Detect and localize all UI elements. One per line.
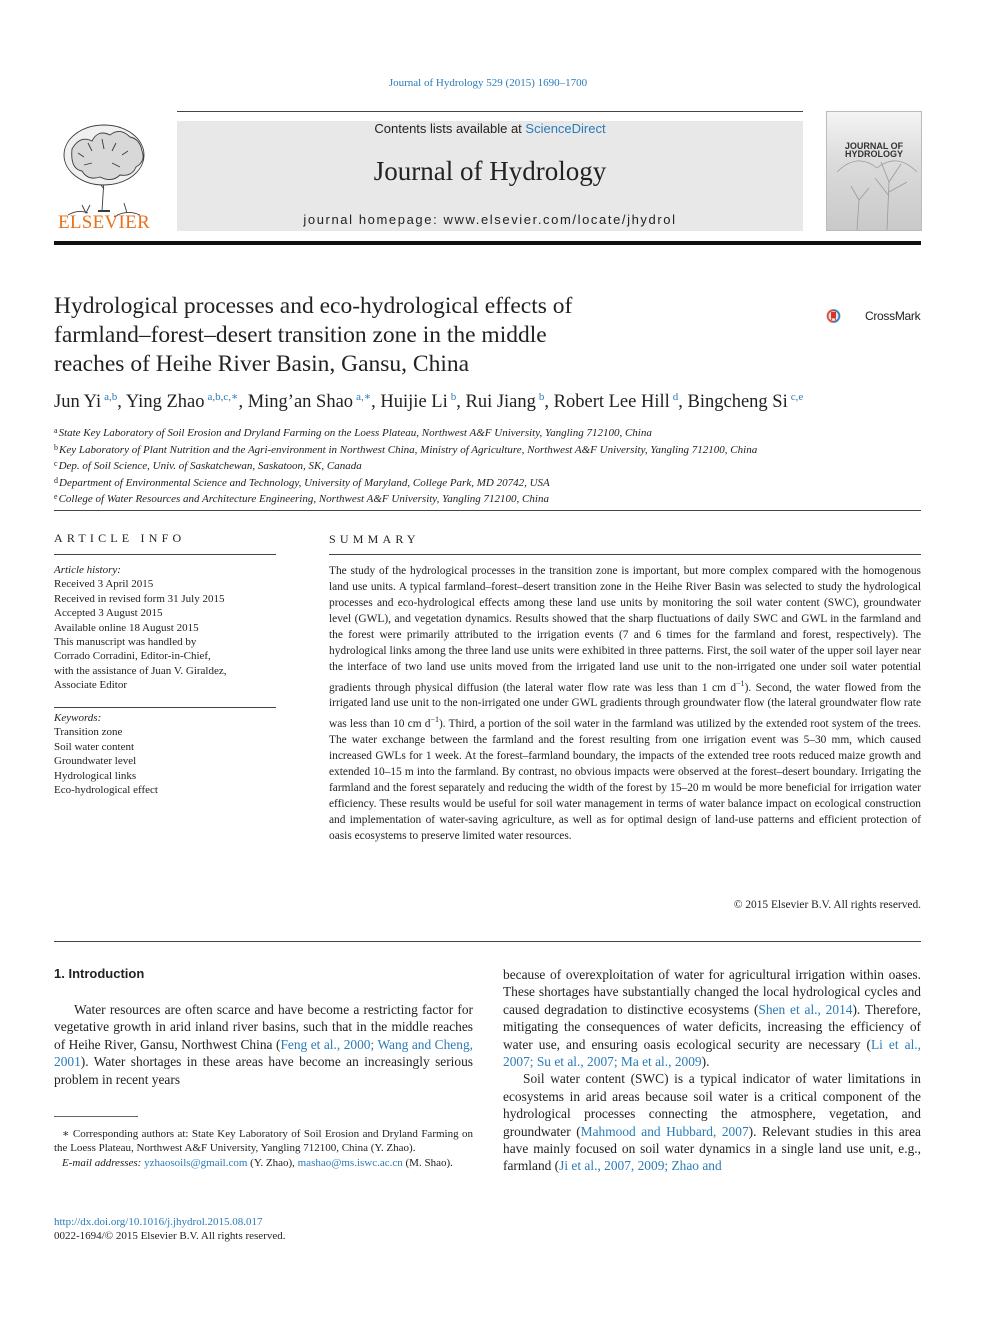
history-item: Received in revised form 31 July 2015	[54, 592, 225, 605]
article-title	[54, 292, 694, 379]
affiliation-label: e	[54, 492, 58, 501]
article-info-heading: ARTICLE INFO	[54, 531, 186, 545]
text-run: because of overexploitation of water for agricultural irrigation within oases. These shortages have substantially changed the local hydrological cycles and caused degradation to distinctive ecosystems (	[503, 967, 921, 1017]
citation-link[interactable]: Feng et al., 2000; Wang and Cheng, 2001	[54, 1036, 473, 1070]
history-item: Received 3 April 2015	[54, 578, 154, 591]
keyword-items	[54, 725, 284, 797]
paragraph	[54, 1001, 473, 1088]
affiliation-text: Dep. of Soil Science, Univ. of Saskatchewan, Saskatoon, SK, Canada	[58, 460, 362, 472]
affiliation-text: College of Water Resources and Architecture Engineering, Northwest A&F University, Yangling 712100, China	[58, 493, 549, 505]
affiliation-label: d	[54, 475, 58, 485]
email-link[interactable]: yzhaosoils@gmail.com	[144, 1156, 248, 1169]
affiliation-item	[54, 490, 934, 507]
history-item: Accepted 3 August 2015	[54, 607, 163, 620]
author-affiliation-marks[interactable]: c,e	[790, 391, 804, 403]
keyword-item: Soil water content	[54, 740, 135, 753]
author-affiliation-marks[interactable]: b	[450, 391, 457, 403]
author-list	[54, 390, 934, 413]
email-link[interactable]: mashao@ms.iswc.ac.cn	[297, 1156, 403, 1169]
contents-prefix: Contents lists available at	[374, 121, 526, 136]
text-run: ). Therefore, mitigating the consequences of water deficits, increasing the efficiency of water use, and ensuring oasis ecological security are necessary (	[503, 1001, 921, 1052]
journal-citation[interactable]: Journal of Hydrology 529 (2015) 1690–1700	[388, 77, 588, 89]
summary-copyright: © 2015 Elsevier B.V. All rights reserved.	[733, 899, 921, 911]
author-affiliation-marks[interactable]: b	[538, 391, 545, 403]
contents-availability-line	[177, 121, 803, 136]
text-run: ). Relevant studies in this area have mainly focused on soil water dynamics in a single land use unit, e.g., farmland (	[503, 1123, 921, 1174]
affiliation-label: c	[54, 459, 58, 468]
cover-journal-title	[830, 142, 918, 158]
affiliation-item	[54, 441, 934, 458]
affiliation-text: State Key Laboratory of Soil Erosion and Dryland Farming on the Loess Plateau, Northwest A&F University, Yangling 712100, China	[58, 427, 652, 439]
body-right-column	[503, 966, 921, 1175]
history-item: This manuscript was handled by	[54, 636, 197, 649]
keyword-item: Hydrological links	[54, 769, 137, 782]
text-run: ). Water shortages in these areas have become an increasingly serious problem in recent years	[54, 1054, 473, 1087]
cover-trees-icon	[827, 112, 921, 230]
keywords-rule	[54, 707, 276, 708]
author-name: Bingcheng Si	[687, 392, 788, 412]
author-name: Robert Lee Hill	[553, 392, 670, 412]
author-affiliation-marks[interactable]: a,b,c,∗	[207, 391, 239, 403]
header-bottom-rule	[54, 241, 921, 245]
corresponding-author-note	[54, 1127, 473, 1156]
author-separator: ,	[371, 392, 381, 412]
sciencedirect-link[interactable]: ScienceDirect	[525, 121, 606, 136]
affiliations-rule	[54, 510, 921, 511]
crossmark-label[interactable]: CrossMark	[865, 309, 921, 323]
author-name: Ming’an Shao	[247, 392, 354, 412]
author-name: Ying Zhao	[125, 392, 205, 412]
text-run: ).	[701, 1054, 710, 1070]
footnote-star: ∗	[62, 1128, 70, 1140]
text-run: Water resources are often scarce and have become a restricting factor for vegetative growth in arid inland river basins, such that in the middle reaches of Heihe River, Gansu, Northwest China (	[54, 1002, 473, 1052]
citation-link[interactable]: Shen et al., 2014	[758, 1001, 853, 1017]
journal-cover-image	[826, 111, 922, 231]
history-label: Article history:	[54, 564, 121, 576]
email-owner: (M. Shao).	[402, 1156, 453, 1169]
affiliation-item	[54, 424, 934, 441]
author-affiliation-marks[interactable]: a,∗	[356, 391, 372, 403]
doi-link[interactable]: http://dx.doi.org/10.1016/j.jhydrol.2015.08.017	[54, 1216, 263, 1228]
author-name: Rui Jiang	[465, 392, 536, 412]
paragraph	[503, 966, 921, 1070]
body-top-rule	[54, 941, 921, 942]
affiliation-item	[54, 474, 934, 491]
summary-exponent-2: −1	[430, 715, 440, 725]
article-info-rule	[54, 554, 276, 555]
affiliation-text: Key Laboratory of Plant Nutrition and the Agri-environment in Northwest China, Ministry of Agriculture, Northwest A&F University, Yangling 712100, China	[59, 443, 758, 456]
affiliation-item	[54, 457, 934, 474]
affiliations	[54, 424, 934, 507]
email-label: E-mail addresses:	[62, 1156, 142, 1169]
summary-part-2: ). Second, the water flowed from the irrigated land use unit to the non-irrigated one under GWL gradients through groundwater flow (the lateral groundwater flow rate was less than 10 cm d	[329, 681, 921, 731]
summary-text	[329, 564, 921, 845]
title-line-1: Hydrological processes and eco-hydrological effects of	[54, 293, 573, 319]
elsevier-wordmark: ELSEVIER	[57, 212, 151, 233]
text-run: Soil water content (SWC) is a typical indicator of water limitations in ecosystems in arid areas because soil water is a critical component of the hydrological processes connecting the atmosphere, vegetation, and groundwater (	[503, 1071, 921, 1139]
summary-part-3: ). Third, a portion of the soil water in the farmland was utilized by the extended root system of the trees. The water exchange between the farmland and the forest resulting from one irrigation event was 5–30 mm, which caused increased GWLs for 1 week. At the forest–farmland boundary, the impacts of the extended tree roots reduced maize growth and extended 10–15 m into the farmland. By contrast, no obvious impacts were observed at the forest–desert boundary. Irrigating the farmland and the forest separately and reducing the width of the forest by 15–20 m would be more beneficial for irrigation water efficiency. These results would be useful for soil water management in terms of water balance impact on ecological construction and implementation of water-saving agriculture, as well as for optimal design of land-use patterns and efficient protection of oasis ecosystems to preserve limited water resources.	[329, 718, 921, 842]
email-note	[54, 1156, 473, 1170]
affiliation-label: b	[54, 442, 58, 452]
keyword-item: Transition zone	[54, 726, 123, 739]
summary-rule	[329, 554, 921, 555]
keyword-item: Eco-hydrological effect	[54, 784, 158, 797]
history-items	[54, 577, 284, 692]
header-top-rule	[177, 111, 803, 112]
paragraph	[503, 1070, 921, 1174]
author-name: Huijie Li	[380, 392, 448, 412]
journal-homepage[interactable]: journal homepage: www.elsevier.com/locate/jhydrol	[303, 212, 677, 227]
citation-link[interactable]: Mahmood and Hubbard, 2007	[580, 1123, 749, 1139]
keywords	[54, 711, 284, 797]
summary-heading: SUMMARY	[329, 532, 420, 546]
footnotes	[54, 1127, 473, 1170]
footnote-rule	[54, 1116, 138, 1117]
history-item: Corrado Corradini, Editor-in-Chief,	[54, 650, 211, 663]
citation-link[interactable]: Ji et al., 2007, 2009; Zhao and	[559, 1158, 722, 1174]
journal-title: Journal of Hydrology	[373, 156, 607, 186]
author-name: Jun Yi	[54, 392, 102, 412]
email-owner: (Y. Zhao),	[247, 1156, 298, 1169]
affiliation-label: a	[54, 426, 58, 435]
summary-exponent-1: −1	[736, 678, 745, 688]
history-item: Available online 18 August 2015	[54, 621, 199, 634]
author-separator: ,	[544, 392, 554, 412]
author-separator: ,	[238, 392, 248, 412]
crossmark-icon[interactable]	[826, 298, 866, 334]
keyword-item: Groundwater level	[54, 755, 137, 768]
author-separator: ,	[678, 392, 688, 412]
body-left-column	[54, 1001, 473, 1088]
article-history	[54, 563, 284, 693]
author-separator: ,	[456, 392, 466, 412]
summary-part-1: The study of the hydrological processes in the transition zone is important, but more complex compared with the homogenous land use units. A typical farmland–forest–desert transition zone in the Heihe River Basin was selected to study the hydrological processes and eco-hydrological effects among these land use units by monitoring the soil water content (SWC), groundwater level (GWL), and vegetation dynamics. Results showed that the sharp fluctuations of daily SWC and GWL in the farmland and the forest were primarily attributed to the irrigation events (7 and 6 times for the farmland and forest, respectively). The hydrological links among the three land use units were exhibited in three patterns. First, the soil water of the upper soil layer near the interface of two land use units moved from the irrigated land use unit to the non-irrigated one under soil water potential gradients through physical diffusion (the lateral water flow rate was less than 1 cm d	[329, 565, 921, 694]
issn-copyright: 0022-1694/© 2015 Elsevier B.V. All rights reserved.	[54, 1230, 286, 1242]
citation-link[interactable]: Li et al., 2007; Su et al., 2007; Ma et al., 2009	[503, 1036, 921, 1070]
author-separator: ,	[117, 392, 126, 412]
title-line-2: farmland–forest–desert transition zone in the middle	[54, 322, 547, 348]
title-line-3: reaches of Heihe River Basin, Gansu, China	[54, 351, 470, 377]
section-heading-introduction: 1. Introduction	[54, 966, 145, 981]
author-affiliation-marks[interactable]: a,b	[104, 391, 118, 403]
history-item: Associate Editor	[54, 679, 128, 692]
affiliation-text: Department of Environmental Science and Technology, University of Maryland, College Park, MD 20742, USA	[59, 476, 550, 489]
cover-title-line1: JOURNAL OF	[844, 141, 904, 151]
history-item: with the assistance of Juan V. Giraldez,	[54, 664, 227, 677]
footnote-text: Corresponding authors at: State Key Laboratory of Soil Erosion and Dryland Farming on the Loess Plateau, Northwest A&F University, Yangling 712100, China (Y. Zhao).	[54, 1128, 473, 1155]
cover-title-line2: HYDROLOGY	[844, 149, 903, 159]
keywords-label: Keywords:	[54, 712, 102, 724]
author-affiliation-marks[interactable]: d	[672, 391, 679, 403]
